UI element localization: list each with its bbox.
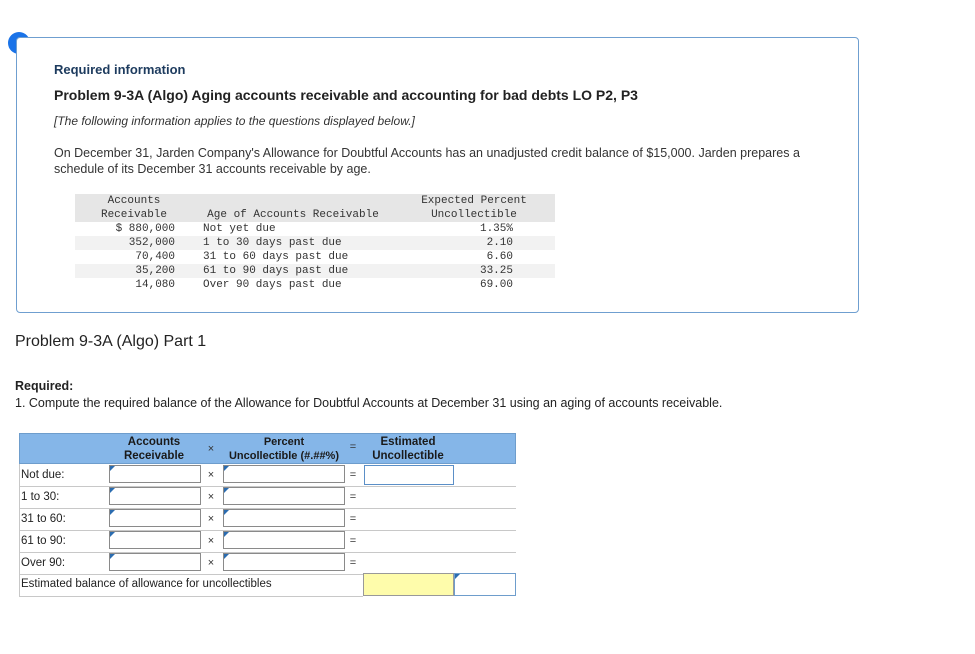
aging-age-label: 31 to 60 days past due [203,251,349,263]
header-ar-line1: Accounts [127,436,181,448]
percent-input-over-90[interactable] [223,553,345,571]
header-estimated-uncollectible [363,435,453,463]
header-percent-uncollectible [223,435,345,463]
table-row [75,250,555,264]
aging-header-pct-line1: Expected Percent [421,195,527,207]
equals-icon: = [349,535,357,547]
aging-age-label: 61 to 90 days past due [193,264,393,278]
ar-input-over-90[interactable] [109,553,201,571]
header-est-line1: Estimated [380,436,436,448]
part-title: Problem 9-3A (Algo) Part 1 [15,333,207,350]
aging-ar-value: 35,200 [75,264,193,278]
ar-input-not-due[interactable] [109,465,201,483]
aging-age-label: Over 90 days past due [203,279,342,291]
table-row [75,236,555,250]
header-ar-line2: Receivable [123,450,185,462]
total-allowance-input[interactable] [363,573,454,596]
times-icon: × [207,535,215,547]
aging-pct-value: 6.60 [486,251,513,263]
equals-icon: = [349,557,357,569]
required-label: Required: [15,379,74,393]
ar-input-61-to-90[interactable] [109,531,201,549]
required-information-panel [16,37,859,313]
ar-input-1-to-30[interactable] [109,487,201,505]
row-label-over-90: Over 90: [21,557,66,569]
row-label-not-due: Not due: [21,469,65,481]
header-pct-line1: Percent [263,436,305,448]
aging-ar-value: 14,080 [135,279,175,291]
percent-input-31-to-60[interactable] [223,509,345,527]
table-row [75,278,555,292]
aging-pct-value: 69.00 [479,279,513,291]
aging-header-age: Age of Accounts Receivable [193,194,393,222]
aging-header-ar-line1: Accounts [107,195,161,207]
row-label-1-to-30: 1 to 30: [21,491,60,503]
aging-header-pct-line2: Uncollectible [431,209,517,221]
required-info-heading: Required information [54,62,186,77]
row-label-31-to-60: 31 to 60: [21,513,66,525]
equals-icon: = [349,491,357,503]
header-times-icon: × [207,443,215,455]
aging-pct-value: 2.10 [393,236,555,250]
percent-input-1-to-30[interactable] [223,487,345,505]
header-equals-icon: = [349,441,357,453]
times-icon: × [207,513,215,525]
table-row [75,264,555,278]
percent-input-not-due[interactable] [223,465,345,483]
problem-title: Problem 9-3A (Algo) Aging accounts receivable and accounting for bad debts LO P2, P3 [54,87,638,103]
times-icon: × [207,469,215,481]
aging-ar-value: 352,000 [75,236,193,250]
times-icon: × [207,557,215,569]
total-allowance-output[interactable] [454,573,516,596]
table-row [75,222,555,236]
equals-icon: = [349,469,357,481]
equals-icon: = [349,513,357,525]
percent-input-61-to-90[interactable] [223,531,345,549]
problem-description: On December 31, Jarden Company's Allowance for Doubtful Accounts has an unadjusted credit balance of $15,000. Jarden prepares a schedule of its December 31 accounts receivable by age. [54,146,800,176]
aging-pct-value: 1.35% [479,223,513,235]
times-icon: × [207,491,215,503]
header-est-line2: Uncollectible [372,450,444,462]
applies-note: [The following information applies to the questions displayed below.] [54,114,415,128]
header-pct-line2: Uncollectible (#.##%) [228,450,340,462]
estimated-output-not-due[interactable] [364,465,454,485]
aging-header-ar-line2: Receivable [100,209,167,221]
aging-age-label: 1 to 30 days past due [193,236,393,250]
header-accounts-receivable [109,435,199,463]
aging-schedule-table [75,194,555,292]
aging-ar-value: $ 880,000 [115,223,175,235]
required-instruction: 1. Compute the required balance of the Allowance for Doubtful Accounts at December 31 using an aging of accounts receivable. [15,396,723,410]
aging-age-label: Not yet due [203,223,276,235]
ar-input-31-to-60[interactable] [109,509,201,527]
aging-header-pct [393,194,555,222]
aging-pct-value: 33.25 [393,264,555,278]
allowance-worksheet [19,433,516,597]
row-label-61-to-90: 61 to 90: [21,535,66,547]
total-label: Estimated balance of allowance for uncollectibles [21,578,272,590]
aging-header-ar [75,194,193,222]
aging-ar-value: 70,400 [135,251,175,263]
